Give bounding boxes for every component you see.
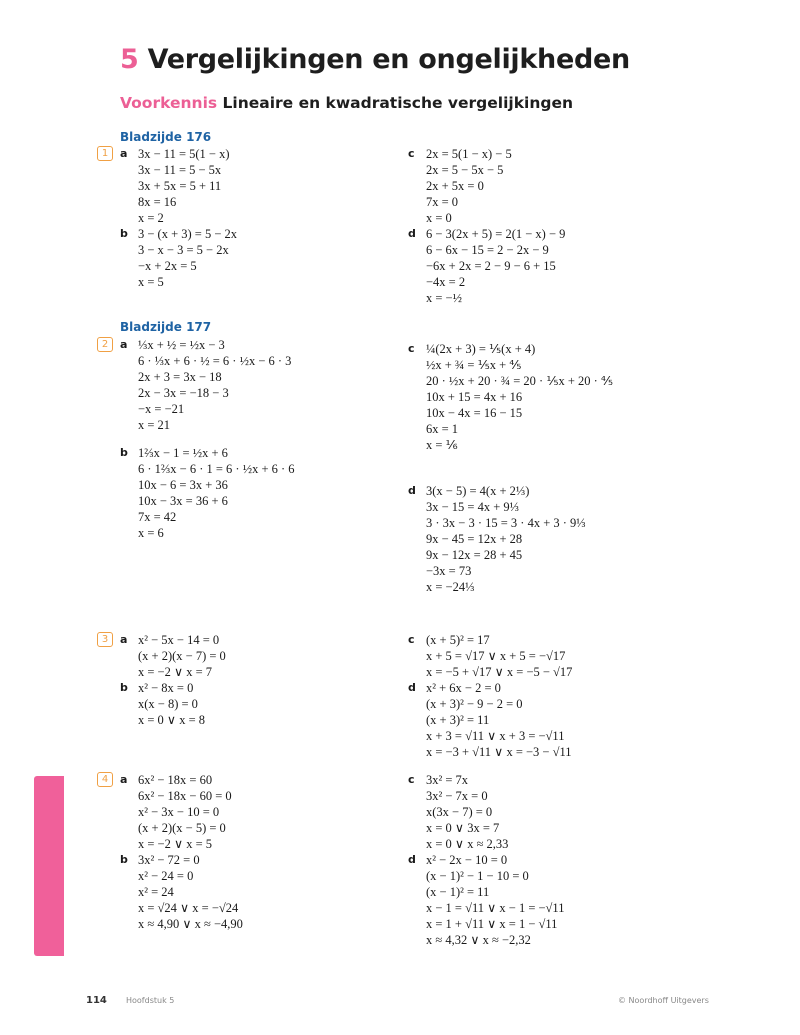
equation-line: x = −2 ∨ x = 7 [138,665,213,679]
equation-line: x = 6 [138,526,164,540]
exercise-3-part-a [120,632,368,680]
equation-line: x = 1 + √11 ∨ x = 1 − √11 [426,917,558,931]
equation-line: 7x = 0 [426,195,459,209]
equation-line: 6x = 1 [426,422,459,436]
equation-line: ⅓x + ½ = ½x − 3 [138,338,225,352]
part-letter: c [408,147,415,160]
equation-line: ¼(2x + 3) = ⅕(x + 4) [426,342,536,356]
equation-line: 6 · ⅓x + 6 · ½ = 6 · ½x − 6 · 3 [138,354,292,368]
equation-line: 7x = 42 [138,510,177,524]
equation-line: 9x − 12x = 28 + 45 [426,548,523,562]
exercise-1-part-c [408,146,656,226]
exercise-1-part-b [120,226,368,290]
chapter-side-tab [34,776,64,956]
part-letter: c [408,633,415,646]
equation-line: (x − 1)² = 11 [426,885,490,899]
equation-line: x² + 6x − 2 = 0 [426,681,501,695]
exercise-2-part-a [120,337,368,433]
part-letter: a [120,633,128,646]
equation-line: ½x + ¾ = ⅕x + ⅘ [426,358,522,372]
exercise-2-part-d [408,483,656,595]
part-letter: b [120,446,128,459]
equation-line: 3 − x − 3 = 5 − 2x [138,243,229,257]
equation-line: x = −3 + √11 ∨ x = −3 − √11 [426,745,572,759]
equation-line: x = −24⅓ [426,580,475,594]
part-letter: b [120,227,128,240]
equation-line: (x + 2)(x − 7) = 0 [138,649,226,663]
equation-line: 8x = 16 [138,195,177,209]
equation-line: x² = 24 [138,885,174,899]
part-letter: c [408,342,415,355]
equation-line: x = −5 + √17 ∨ x = −5 − √17 [426,665,573,679]
footer-publisher: © Noordhoff Uitgevers [618,996,709,1005]
equation-line: x = 0 ∨ x ≈ 2,33 [426,837,509,851]
equation-line: −3x = 73 [426,564,472,578]
equation-line: 2x + 3 = 3x − 18 [138,370,222,384]
equation-line: x = ⅙ [426,438,458,452]
equation-line: x = 0 ∨ 3x = 7 [426,821,500,835]
equation-line: x = 0 [426,211,452,225]
equation-line: 3x − 11 = 5(1 − x) [138,147,230,161]
equation-line: 3x − 11 = 5 − 5x [138,163,222,177]
equation-line: x(x − 8) = 0 [138,697,198,711]
equation-line: 3 − (x + 3) = 5 − 2x [138,227,238,241]
equation-line: 9x − 45 = 12x + 28 [426,532,523,546]
page-reference-176: Bladzijde 176 [120,130,212,144]
equation-line: x = √24 ∨ x = −√24 [138,901,239,915]
equation-line: 2x = 5 − 5x − 5 [426,163,504,177]
footer-chapter-label: Hoofdstuk 5 [126,996,175,1005]
exercise-1-part-a [120,146,368,226]
equation-line: x ≈ 4,32 ∨ x ≈ −2,32 [426,933,531,947]
exercise-number: 1 [97,146,113,161]
equation-line: x + 5 = √17 ∨ x + 5 = −√17 [426,649,566,663]
section-title: Lineaire en kwadratische vergelijkingen [222,94,573,112]
equation-line: (x + 2)(x − 5) = 0 [138,821,226,835]
equation-line: 1⅔x − 1 = ½x + 6 [138,446,228,460]
equation-line: 6 − 3(2x + 5) = 2(1 − x) − 9 [426,227,566,241]
equation-line: 10x − 6 = 3x + 36 [138,478,228,492]
equation-line: x = 0 ∨ x = 8 [138,713,205,727]
chapter-number: 5 [120,44,139,75]
equation-line: 3(x − 5) = 4(x + 2⅓) [426,484,530,498]
equation-line: 10x + 15 = 4x + 16 [426,390,523,404]
equation-line: 3x² = 7x [426,773,469,787]
equation-line: 2x = 5(1 − x) − 5 [426,147,512,161]
equation-line: 3x² − 7x = 0 [426,789,488,803]
equation-line: 2x + 5x = 0 [426,179,484,193]
part-letter: d [408,227,416,240]
part-letter: d [408,681,416,694]
equation-line: 3x + 5x = 5 + 11 [138,179,222,193]
equation-line: 3x − 15 = 4x + 9⅓ [426,500,520,514]
exercise-number: 2 [97,337,113,352]
equation-line: −x + 2x = 5 [138,259,197,273]
page-reference-177: Bladzijde 177 [120,320,212,334]
equation-line: x = 21 [138,418,171,432]
equation-line: x − 1 = √11 ∨ x − 1 = −√11 [426,901,565,915]
equation-line: x + 3 = √11 ∨ x + 3 = −√11 [426,729,565,743]
part-letter: a [120,147,128,160]
part-letter: d [408,484,416,497]
chapter-title: Vergelijkingen en ongelijkheden [147,44,630,75]
equation-line: x = 5 [138,275,164,289]
part-letter: a [120,338,128,351]
equation-line: 2x − 3x = −18 − 3 [138,386,229,400]
equation-line: (x + 3)² = 11 [426,713,490,727]
equation-line: (x + 5)² = 17 [426,633,490,647]
exercise-2-part-c [408,341,656,453]
equation-line: −4x = 2 [426,275,466,289]
exercise-number: 3 [97,632,113,647]
equation-line: −x = −21 [138,402,185,416]
equation-line: x ≈ 4,90 ∨ x ≈ −4,90 [138,917,243,931]
exercise-number: 4 [97,772,113,787]
exercise-4-part-a [120,772,368,852]
section-heading [120,94,573,112]
exercise-4-part-c [408,772,656,852]
equation-line: −6x + 2x = 2 − 9 − 6 + 15 [426,259,556,273]
equation-line: x² − 3x − 10 = 0 [138,805,220,819]
page-title [120,44,630,75]
part-letter: b [120,681,128,694]
equation-line: 3x² − 72 = 0 [138,853,200,867]
exercise-3-part-b [120,680,368,728]
part-letter: a [120,773,128,786]
equation-line: (x + 3)² − 9 − 2 = 0 [426,697,523,711]
part-letter: d [408,853,416,866]
exercise-3-part-d [408,680,656,760]
equation-line: 6x² − 18x − 60 = 0 [138,789,232,803]
equation-line: x = 2 [138,211,164,225]
part-letter: b [120,853,128,866]
exercise-2-part-b [120,445,368,541]
equation-line: x(3x − 7) = 0 [426,805,493,819]
equation-line: 10x − 3x = 36 + 6 [138,494,228,508]
equation-line: 10x − 4x = 16 − 15 [426,406,523,420]
exercise-1-part-d [408,226,656,306]
equation-line: 6 · 1⅔x − 6 · 1 = 6 · ½x + 6 · 6 [138,462,295,476]
equation-line: (x − 1)² − 1 − 10 = 0 [426,869,529,883]
equation-line: x² − 24 = 0 [138,869,194,883]
equation-line: 6 − 6x − 15 = 2 − 2x − 9 [426,243,549,257]
equation-line: 3 · 3x − 3 · 15 = 3 · 4x + 3 · 9⅓ [426,516,586,530]
equation-line: 20 · ½x + 20 · ¾ = 20 · ⅕x + 20 · ⅘ [426,374,614,388]
section-keyword: Voorkennis [120,94,218,112]
exercise-4-part-b [120,852,368,932]
exercise-4-part-d [408,852,656,948]
footer-page-number: 114 [86,995,107,1006]
exercise-3-part-c [408,632,656,680]
equation-line: 6x² − 18x = 60 [138,773,213,787]
equation-line: x² − 8x = 0 [138,681,194,695]
equation-line: x² − 5x − 14 = 0 [138,633,220,647]
equation-line: x = −½ [426,291,462,305]
part-letter: c [408,773,415,786]
equation-line: x² − 2x − 10 = 0 [426,853,508,867]
equation-line: x = −2 ∨ x = 5 [138,837,213,851]
